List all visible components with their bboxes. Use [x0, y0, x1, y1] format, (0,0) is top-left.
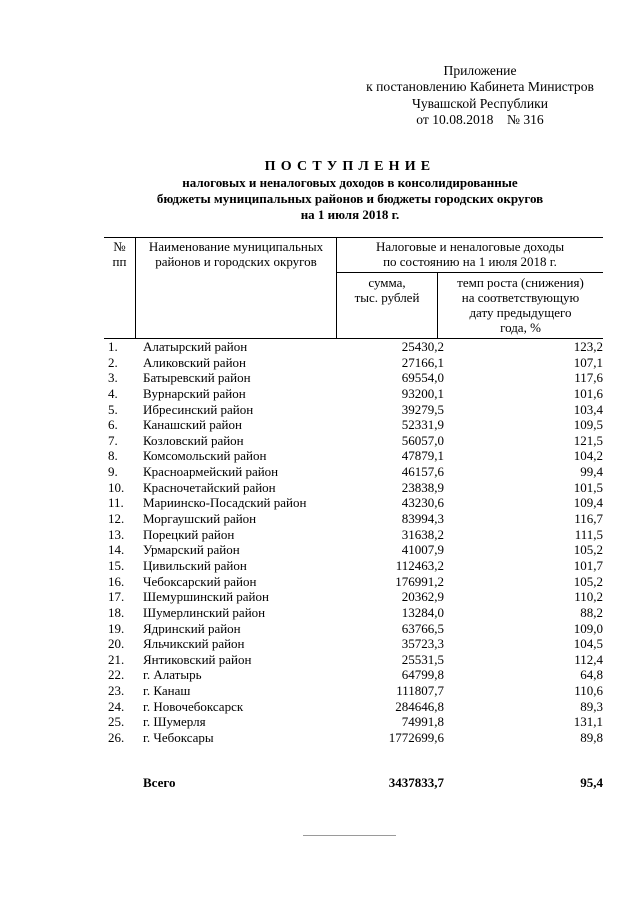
title-sub-line: на 1 июля 2018 г.	[300, 207, 400, 222]
row-district-name: г. Алатырь	[143, 667, 202, 683]
row-sum: 41007,9	[401, 542, 444, 558]
row-growth-rate: 89,8	[580, 730, 603, 746]
row-sum: 64799,8	[401, 667, 444, 683]
table-row	[104, 433, 604, 449]
row-sum: 13284,0	[401, 604, 444, 620]
row-district-name: Аликовский район	[143, 354, 246, 370]
row-growth-rate: 103,4	[573, 401, 603, 417]
row-sum: 63766,5	[401, 620, 444, 636]
row-growth-rate: 110,6	[574, 683, 603, 699]
row-number: 3.	[108, 370, 118, 386]
table-row	[104, 464, 604, 480]
table-row	[104, 636, 604, 652]
row-number: 20.	[108, 636, 125, 652]
row-growth-rate: 99,4	[580, 464, 603, 480]
row-district-name: Комсомольский район	[143, 448, 267, 464]
row-sum: 25430,2	[401, 339, 444, 354]
table-row	[104, 605, 604, 621]
table-row	[104, 714, 604, 730]
row-sum: 69554,0	[401, 370, 444, 386]
row-number: 6.	[108, 417, 118, 433]
row-sum: 56057,0	[401, 432, 444, 448]
header-sum	[337, 273, 438, 339]
row-growth-rate: 112,4	[574, 651, 603, 667]
row-growth-rate: 110,2	[574, 589, 603, 605]
row-number: 11.	[108, 495, 124, 511]
table-row	[104, 542, 604, 558]
table-row	[104, 527, 604, 543]
row-growth-rate: 101,5	[573, 479, 603, 495]
row-number: 22.	[108, 667, 125, 683]
row-number: 24.	[108, 698, 125, 714]
footer-divider	[303, 835, 396, 836]
row-number: 12.	[108, 511, 125, 527]
row-growth-rate: 105,2	[573, 542, 603, 558]
title-sub-line: бюджеты муниципальных районов и бюджеты городских округов	[156, 191, 544, 206]
row-number: 25.	[108, 714, 125, 730]
appendix-line: Чувашской Республики	[412, 95, 548, 111]
table-row	[104, 621, 604, 637]
row-number: 10.	[108, 479, 125, 495]
row-growth-rate: 121,5	[573, 432, 603, 448]
row-district-name: Красночетайский район	[143, 479, 276, 495]
header-group-line: Налоговые и неналоговые доходы	[375, 239, 565, 254]
row-growth-rate: 111,5	[574, 526, 603, 542]
row-number: 18.	[108, 604, 125, 620]
row-number: 5.	[108, 401, 118, 417]
table-row	[104, 699, 604, 715]
row-number: 23.	[108, 683, 125, 699]
row-growth-rate: 131,1	[573, 714, 603, 730]
table-row	[104, 339, 604, 355]
row-number: 19.	[108, 620, 125, 636]
row-sum: 35723,3	[401, 636, 444, 652]
row-district-name: Батыревский район	[143, 370, 251, 386]
header-name-line: Наименование муниципальных	[148, 239, 324, 254]
appendix-line: Приложение	[443, 63, 517, 78]
row-district-name: Канашский район	[143, 417, 242, 433]
row-sum: 43230,6	[401, 495, 444, 511]
table-body	[104, 339, 604, 746]
header-sum-line: тыс. рублей	[354, 290, 420, 305]
row-number: 7.	[108, 432, 118, 448]
row-district-name: Алатырский район	[143, 339, 248, 354]
row-district-name: Урмарский район	[143, 542, 240, 558]
row-district-name: Моргаушский район	[143, 511, 257, 527]
row-sum: 31638,2	[401, 526, 444, 542]
row-district-name: Красноармейский район	[143, 464, 279, 480]
header-group-line: по состоянию на 1 июля 2018 г.	[383, 254, 557, 269]
row-sum: 74991,8	[401, 714, 444, 730]
row-growth-rate: 116,7	[574, 511, 603, 527]
table-row	[104, 511, 604, 527]
header-income-group	[337, 238, 604, 273]
row-district-name: Ядринский район	[143, 620, 241, 636]
table-row	[104, 730, 604, 746]
row-number: 14.	[108, 542, 125, 558]
row-growth-rate: 89,3	[580, 698, 603, 714]
header-rate-line: темп роста (снижения)	[457, 275, 584, 290]
table-row	[104, 574, 604, 590]
row-growth-rate: 101,7	[573, 557, 603, 573]
row-number: 2.	[108, 354, 118, 370]
table-row	[104, 370, 604, 386]
table-row	[104, 448, 604, 464]
table-row	[104, 355, 604, 371]
table-row	[104, 558, 604, 574]
row-sum: 46157,6	[401, 464, 444, 480]
row-number: 17.	[108, 589, 125, 605]
row-sum: 20362,9	[401, 589, 444, 605]
row-growth-rate: 117,6	[574, 370, 603, 386]
row-sum: 47879,1	[401, 448, 444, 464]
title-sub-line: налоговых и неналоговых доходов в консолидированные	[182, 175, 518, 190]
title-main: ПОСТУПЛЕНИЕ	[264, 159, 436, 174]
table-row	[104, 402, 604, 418]
row-number: 21.	[108, 651, 125, 667]
row-district-name: Порецкий район	[143, 526, 235, 542]
row-district-name: Янтиковский район	[143, 651, 252, 667]
table-row	[104, 480, 604, 496]
row-sum: 25531,5	[401, 651, 444, 667]
table-row	[104, 495, 604, 511]
row-sum: 1772699,6	[388, 730, 444, 746]
header-name	[136, 238, 337, 339]
row-growth-rate: 109,5	[573, 417, 603, 433]
row-district-name: г. Чебоксары	[143, 730, 214, 746]
header-rate-line: на соответствующую	[461, 290, 580, 305]
total-sum: 3437833,7	[388, 775, 444, 790]
row-growth-rate: 109,4	[573, 495, 603, 511]
row-sum: 112463,2	[395, 557, 444, 573]
header-rate	[438, 273, 604, 339]
row-district-name: Яльчикский район	[143, 636, 245, 652]
row-number: 8.	[108, 448, 118, 464]
total-rate: 95,4	[580, 775, 603, 790]
document-title	[60, 158, 640, 223]
row-sum: 39279,5	[401, 401, 444, 417]
row-district-name: Цивильский район	[143, 557, 247, 573]
row-sum: 52331,9	[401, 417, 444, 433]
total-label: Всего	[143, 775, 176, 790]
row-sum: 176991,2	[395, 573, 444, 589]
row-growth-rate: 123,2	[573, 339, 603, 354]
table-row	[104, 386, 604, 402]
header-rate-line: года, %	[500, 320, 541, 335]
appendix-line: от 10.08.2018 № 316	[416, 112, 544, 128]
row-district-name: Мариинско-Посадский район	[143, 495, 307, 511]
table-row	[104, 683, 604, 699]
total-row	[104, 775, 604, 791]
row-number: 16.	[108, 573, 125, 589]
row-district-name: Шумерлинский район	[143, 604, 266, 620]
row-district-name: Чебоксарский район	[143, 573, 257, 589]
row-growth-rate: 104,5	[573, 636, 603, 652]
table-row	[104, 652, 604, 668]
row-sum: 284646,8	[395, 698, 444, 714]
row-number: 15.	[108, 557, 125, 573]
row-sum: 27166,1	[401, 354, 444, 370]
header-sum-line: сумма,	[368, 275, 406, 290]
header-rate-line: дату предыдущего	[469, 305, 572, 320]
row-number: 26.	[108, 730, 125, 746]
row-district-name: г. Новочебоксарск	[143, 698, 244, 714]
row-district-name: Козловский район	[143, 432, 244, 448]
row-growth-rate: 104,2	[573, 448, 603, 464]
row-sum: 111807,7	[396, 683, 444, 699]
row-sum: 83994,3	[401, 511, 444, 527]
row-growth-rate: 109,0	[573, 620, 603, 636]
row-number: 1.	[108, 339, 118, 354]
table-header	[104, 237, 603, 339]
header-num	[104, 238, 136, 339]
table-row	[104, 589, 604, 605]
row-growth-rate: 101,6	[573, 385, 603, 401]
row-sum: 93200,1	[401, 385, 444, 401]
row-district-name: г. Шумерля	[143, 714, 206, 730]
row-number: 13.	[108, 526, 125, 542]
row-growth-rate: 105,2	[573, 573, 603, 589]
row-growth-rate: 107,1	[573, 354, 603, 370]
row-sum: 23838,9	[401, 479, 444, 495]
appendix-line: к постановлению Кабинета Министров	[366, 79, 594, 95]
row-district-name: Вурнарский район	[143, 385, 246, 401]
row-district-name: г. Канаш	[143, 683, 191, 699]
row-growth-rate: 64,8	[580, 667, 603, 683]
row-number: 4.	[108, 385, 118, 401]
row-district-name: Ибресинский район	[143, 401, 254, 417]
header-num-line: №	[113, 239, 126, 254]
table-row	[104, 667, 604, 683]
table-row	[104, 417, 604, 433]
header-num-line: пп	[112, 254, 127, 269]
row-district-name: Шемуршинский район	[143, 589, 269, 605]
row-growth-rate: 88,2	[580, 604, 603, 620]
header-name-line: районов и городских округов	[155, 254, 317, 269]
appendix-block	[330, 63, 630, 129]
row-number: 9.	[108, 464, 118, 480]
